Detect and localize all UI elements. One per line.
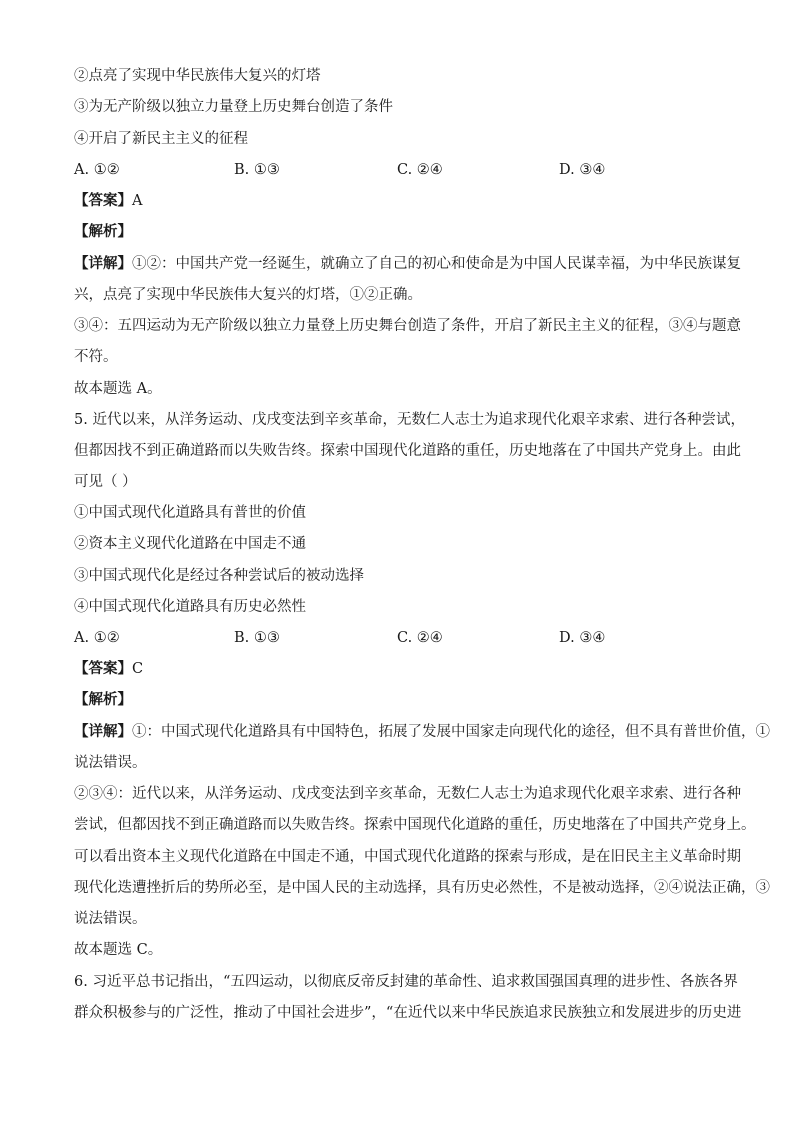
q4-detail-line-4: 不符。 bbox=[74, 349, 118, 365]
q5-choice-a: A. ①② bbox=[74, 630, 120, 646]
q5-detail-line-2: 说法错误。 bbox=[74, 755, 147, 771]
answer-value: C bbox=[132, 661, 144, 677]
q4-detail-line-3: ③④：五四运动为无产阶级以独立力量登上历史舞台创造了条件，开启了新民主主义的征程，③④与题意 bbox=[74, 318, 741, 334]
detail-label: 【详解】 bbox=[74, 255, 132, 272]
q5-detail-line-3: ②③④：近代以来，从洋务运动、戊戌变法到辛亥革命，无数仁人志士为追求现代化艰辛求索、进行各种 bbox=[74, 786, 741, 802]
q5-option-1: ①中国式现代化道路具有普世的价值 bbox=[74, 505, 306, 521]
q4-choices bbox=[74, 160, 734, 180]
q4-conclusion: 故本题选 A。 bbox=[74, 381, 162, 397]
q5-stem-line-1: 5. 近代以来，从洋务运动、戊戌变法到辛亥革命，无数仁人志士为追求现代化艰辛求索、进行各种尝试， bbox=[74, 412, 745, 428]
q5-answer bbox=[74, 659, 734, 679]
answer-label: 【答案】 bbox=[74, 660, 132, 677]
q5-stem-line-3: 可见（ ） bbox=[74, 474, 137, 490]
q4-choice-b: B. ①③ bbox=[234, 162, 280, 178]
q5-detail-line-1 bbox=[74, 722, 770, 742]
q5-detail-line-5: 可以看出资本主义现代化道路在中国走不通，中国式现代化道路的探索与形成，是在旧民主主义革命时期 bbox=[74, 849, 741, 865]
answer-value: A bbox=[132, 193, 143, 209]
detail-text: ①：中国式现代化道路具有中国特色，拓展了发展中国家走向现代化的途径，但不具有普世价值，① bbox=[132, 724, 770, 740]
q4-option-2: ②点亮了实现中华民族伟大复兴的灯塔 bbox=[74, 68, 321, 84]
q4-choice-d: D. ③④ bbox=[559, 162, 606, 178]
q6-stem-line-1: 6. 习近平总书记指出，“五四运动，以彻底反帝反封建的革命性、追求救国强国真理的进步性、各族各界 bbox=[74, 974, 738, 990]
q4-analysis-label: 【解析】 bbox=[74, 223, 132, 240]
q5-choice-c: C. ②④ bbox=[397, 630, 443, 646]
q5-detail-line-7: 说法错误。 bbox=[74, 911, 147, 927]
q4-answer bbox=[74, 191, 734, 211]
q5-conclusion: 故本题选 C。 bbox=[74, 942, 163, 958]
q4-choice-a: A. ①② bbox=[74, 162, 120, 178]
q5-detail-line-4: 尝试，但都因找不到正确道路而以失败告终。探索中国现代化道路的重任，历史地落在了中国共产党身上。 bbox=[74, 817, 756, 833]
q4-option-3: ③为无产阶级以独立力量登上历史舞台创造了条件 bbox=[74, 99, 393, 115]
q5-choice-d: D. ③④ bbox=[559, 630, 606, 646]
q5-analysis-label: 【解析】 bbox=[74, 691, 132, 708]
q5-choice-b: B. ①③ bbox=[234, 630, 280, 646]
q5-option-4: ④中国式现代化道路具有历史必然性 bbox=[74, 599, 306, 615]
q6-stem-line-2: 群众积极参与的广泛性，推动了中国社会进步”，“在近代以来中华民族追求民族独立和发展进步的历史进 bbox=[74, 1005, 742, 1021]
q5-stem-line-2: 但都因找不到正确道路而以失败告终。探索中国现代化道路的重任，历史地落在了中国共产党身上。由此 bbox=[74, 443, 741, 459]
q4-detail-line-2: 兴，点亮了实现中华民族伟大复兴的灯塔，①②正确。 bbox=[74, 287, 422, 303]
q5-option-3: ③中国式现代化是经过各种尝试后的被动选择 bbox=[74, 568, 364, 584]
detail-text: ①②：中国共产党一经诞生，就确立了自己的初心和使命是为中国人民谋幸福，为中华民族谋复 bbox=[132, 256, 741, 272]
q5-detail-line-6: 现代化迭遭挫折后的势所必至，是中国人民的主动选择，具有历史必然性，不是被动选择，②④说法正确，③ bbox=[74, 880, 770, 896]
answer-label: 【答案】 bbox=[74, 192, 132, 209]
q5-option-2: ②资本主义现代化道路在中国走不通 bbox=[74, 536, 306, 552]
q4-choice-c: C. ②④ bbox=[397, 162, 443, 178]
q5-choices bbox=[74, 628, 734, 648]
q4-detail-line-1 bbox=[74, 254, 741, 274]
detail-label: 【详解】 bbox=[74, 723, 132, 740]
q4-option-4: ④开启了新民主主义的征程 bbox=[74, 131, 248, 147]
